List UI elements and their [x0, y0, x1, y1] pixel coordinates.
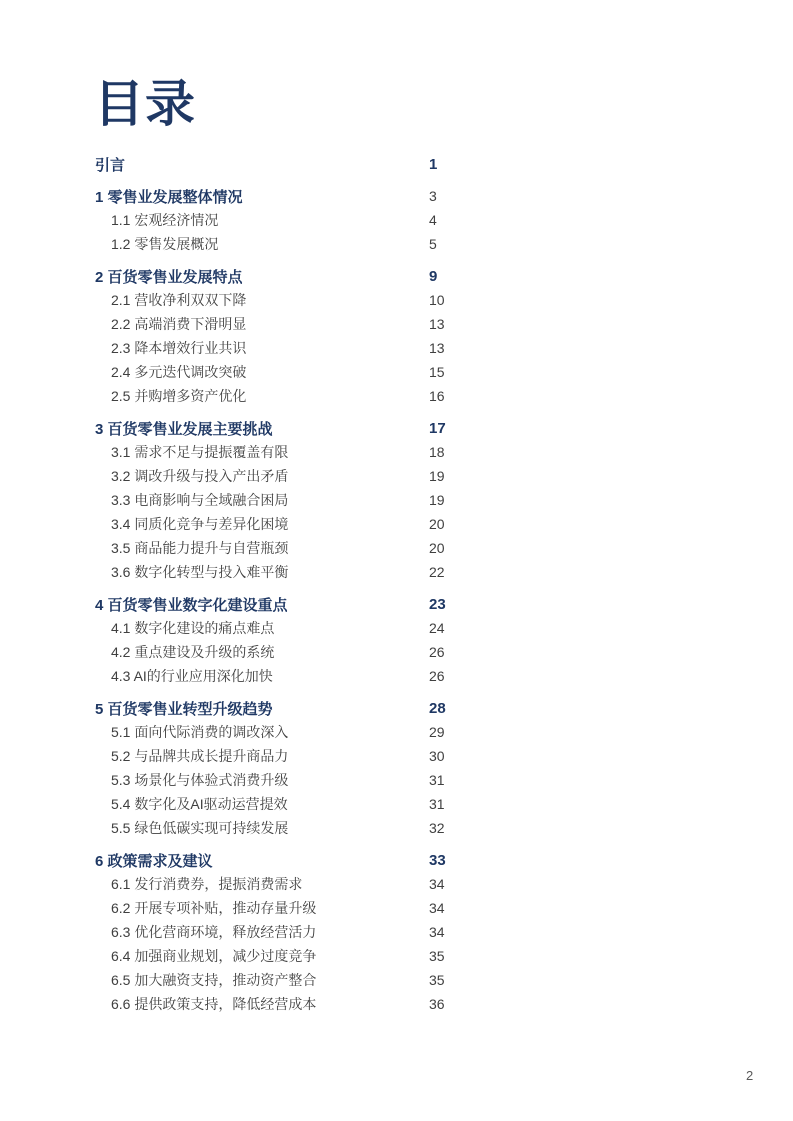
toc-entry-label: 6.3 优化营商环境，释放经营活力 [111, 924, 317, 940]
toc-entry[interactable] [95, 536, 457, 560]
toc-entry[interactable] [95, 464, 457, 488]
toc-entry[interactable] [95, 440, 457, 464]
footer-page-number: 2 [746, 1068, 754, 1083]
toc-entry[interactable] [95, 312, 457, 336]
toc-entry[interactable] [95, 640, 457, 664]
toc-entry-label: 4.2 重点建设及升级的系统 [111, 644, 275, 660]
toc-entry-page: 13 [429, 316, 445, 332]
toc-entry-page: 26 [429, 668, 445, 684]
toc-entry[interactable] [95, 720, 457, 744]
toc-entry[interactable] [95, 560, 457, 584]
toc-entry-page: 28 [429, 699, 446, 717]
toc-entry-label: 6.6 提供政策支持，降低经营成本 [111, 996, 317, 1012]
toc-entry-page: 19 [429, 468, 445, 484]
toc-list [95, 152, 457, 1016]
toc-entry-label: 6 政策需求及建议 [95, 852, 213, 870]
toc-entry-label: 2.4 多元迭代调改突破 [111, 364, 247, 380]
toc-entry-page: 4 [429, 212, 437, 228]
toc-entry[interactable] [95, 896, 457, 920]
toc-entry-page: 5 [429, 236, 437, 252]
toc-entry-label: 2.2 高端消费下滑明显 [111, 316, 247, 332]
toc-entry[interactable] [95, 696, 457, 720]
toc-entry[interactable] [95, 488, 457, 512]
toc-entry[interactable] [95, 968, 457, 992]
toc-entry-label: 5.2 与品牌共成长提升商品力 [111, 748, 289, 764]
toc-entry-page: 32 [429, 820, 445, 836]
toc-entry[interactable] [95, 920, 457, 944]
toc-entry-label: 4.3 AI的行业应用深化加快 [111, 668, 273, 684]
toc-entry-label: 6.4 加强商业规划，减少过度竞争 [111, 948, 317, 964]
toc-entry-page: 29 [429, 724, 445, 740]
toc-entry-page: 36 [429, 996, 445, 1012]
toc-entry-label: 2 百货零售业发展特点 [95, 268, 243, 286]
toc-entry-label: 6.1 发行消费券，提振消费需求 [111, 876, 303, 892]
toc-entry-label: 1.2 零售发展概况 [111, 236, 219, 252]
toc-entry[interactable] [95, 992, 457, 1016]
toc-entry-page: 34 [429, 900, 445, 916]
toc-entry-page: 26 [429, 644, 445, 660]
toc-entry-page: 9 [429, 267, 438, 285]
toc-entry-label: 5 百货零售业转型升级趋势 [95, 700, 273, 718]
toc-entry-page: 17 [429, 419, 446, 437]
toc-entry-page: 16 [429, 388, 445, 404]
toc-entry-label: 3.4 同质化竞争与差异化困境 [111, 516, 289, 532]
toc-entry-page: 15 [429, 364, 445, 380]
toc-entry-page: 34 [429, 924, 445, 940]
toc-entry[interactable] [95, 744, 457, 768]
toc-entry[interactable] [95, 616, 457, 640]
toc-entry[interactable] [95, 792, 457, 816]
toc-entry-label: 3.3 电商影响与全域融合困局 [111, 492, 289, 508]
toc-entry-label: 引言 [95, 156, 126, 174]
toc-entry[interactable] [95, 848, 457, 872]
toc-entry-page: 35 [429, 972, 445, 988]
toc-entry-page: 19 [429, 492, 445, 508]
toc-entry[interactable] [95, 208, 457, 232]
toc-entry-label: 1 零售业发展整体情况 [95, 188, 243, 206]
toc-entry-page: 34 [429, 876, 445, 892]
toc-entry-label: 5.5 绿色低碳实现可持续发展 [111, 820, 289, 836]
toc-entry-page: 31 [429, 772, 445, 788]
toc-entry[interactable] [95, 288, 457, 312]
toc-entry-label: 4.1 数字化建设的痛点难点 [111, 620, 275, 636]
toc-entry[interactable] [95, 360, 457, 384]
page-title: 目录 [94, 76, 196, 132]
toc-entry-label: 6.2 开展专项补贴，推动存量升级 [111, 900, 317, 916]
toc-entry[interactable] [95, 232, 457, 256]
toc-entry-label: 3.5 商品能力提升与自营瓶颈 [111, 540, 289, 556]
toc-entry-label: 6.5 加大融资支持，推动资产整合 [111, 972, 317, 988]
toc-entry[interactable] [95, 944, 457, 968]
toc-entry-label: 2.3 降本增效行业共识 [111, 340, 247, 356]
toc-entry-label: 5.1 面向代际消费的调改深入 [111, 724, 289, 740]
toc-entry-page: 24 [429, 620, 445, 636]
toc-entry-page: 18 [429, 444, 445, 460]
toc-entry[interactable] [95, 664, 457, 688]
toc-entry-page: 13 [429, 340, 445, 356]
toc-entry[interactable] [95, 768, 457, 792]
toc-entry-label: 5.4 数字化及AI驱动运营提效 [111, 796, 288, 812]
toc-entry-page: 35 [429, 948, 445, 964]
toc-entry[interactable] [95, 384, 457, 408]
toc-entry-page: 30 [429, 748, 445, 764]
toc-entry-label: 3.2 调改升级与投入产出矛盾 [111, 468, 289, 484]
toc-entry[interactable] [95, 872, 457, 896]
toc-entry[interactable] [95, 336, 457, 360]
toc-entry[interactable] [95, 184, 457, 208]
toc-entry-page: 20 [429, 516, 445, 532]
toc-entry-page: 31 [429, 796, 445, 812]
toc-entry[interactable] [95, 512, 457, 536]
toc-entry-label: 2.1 营收净利双双下降 [111, 292, 247, 308]
toc-entry-label: 2.5 并购增多资产优化 [111, 388, 247, 404]
toc-entry-page: 10 [429, 292, 445, 308]
toc-entry[interactable] [95, 152, 457, 176]
toc-entry[interactable] [95, 816, 457, 840]
toc-entry-label: 3.6 数字化转型与投入难平衡 [111, 564, 289, 580]
toc-entry-page: 22 [429, 564, 445, 580]
toc-entry[interactable] [95, 592, 457, 616]
toc-entry-label: 4 百货零售业数字化建设重点 [95, 596, 288, 614]
toc-entry-page: 20 [429, 540, 445, 556]
toc-entry-page: 23 [429, 595, 446, 613]
toc-entry-label: 3.1 需求不足与提振覆盖有限 [111, 444, 289, 460]
toc-entry[interactable] [95, 416, 457, 440]
toc-entry-label: 1.1 宏观经济情况 [111, 212, 219, 228]
toc-entry-page: 1 [429, 155, 438, 173]
toc-entry-page: 3 [429, 188, 437, 204]
toc-entry[interactable] [95, 264, 457, 288]
toc-entry-page: 33 [429, 851, 446, 869]
toc-entry-label: 3 百货零售业发展主要挑战 [95, 420, 273, 438]
toc-entry-label: 5.3 场景化与体验式消费升级 [111, 772, 289, 788]
